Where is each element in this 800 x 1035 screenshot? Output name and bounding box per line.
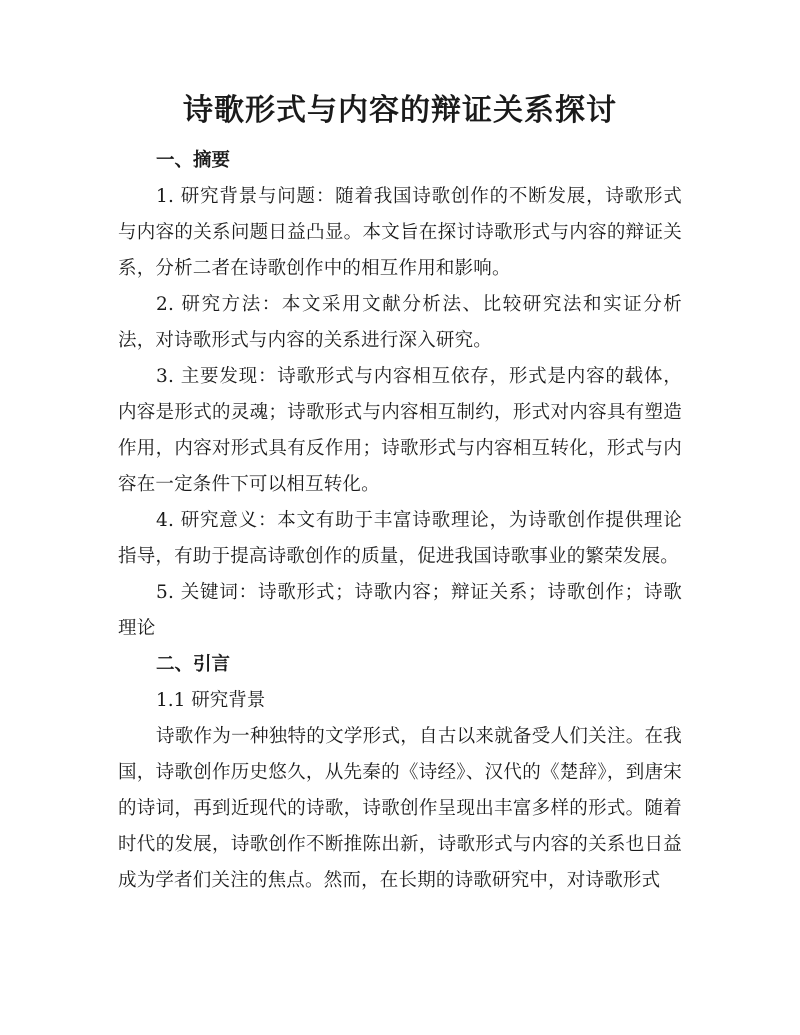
intro-subheading: 1.1 研究背景	[156, 690, 266, 711]
intro-heading: 二、引言	[156, 654, 231, 675]
abstract-item-background: 1. 研究背景与问题：随着我国诗歌创作的不断发展，诗歌形式与内容的关系问题日益凸显。本文旨在探讨诗歌形式与内容的辩证关系，分析二者在诗歌创作中的相互作用和影响。	[118, 186, 682, 279]
document-title: 诗歌形式与内容的辩证关系探讨	[183, 93, 617, 128]
abstract-item-method: 2. 研究方法：本文采用文献分析法、比较研究法和实证分析法，对诗歌形式与内容的关系进行深入研究。	[118, 294, 682, 351]
abstract-item-keywords: 5. 关键词：诗歌形式；诗歌内容；辩证关系；诗歌创作；诗歌理论	[118, 582, 682, 639]
document-body	[118, 143, 682, 899]
abstract-item-significance: 4. 研究意义：本文有助于丰富诗歌理论，为诗歌创作提供理论指导，有助于提高诗歌创作的质量，促进我国诗歌事业的繁荣发展。	[118, 510, 682, 567]
abstract-heading: 一、摘要	[156, 150, 231, 171]
intro-paragraph: 诗歌作为一种独特的文学形式，自古以来就备受人们关注。在我国，诗歌创作历史悠久，从先秦的《诗经》、汉代的《楚辞》，到唐宋的诗词，再到近现代的诗歌，诗歌创作呈现出丰富多样的形式。随着时代的发展，诗歌创作不断推陈出新，诗歌形式与内容的关系也日益成为学者们关注的焦点。然而，在长期的诗歌研究中，对诗歌形式	[118, 726, 682, 891]
abstract-item-findings: 3. 主要发现：诗歌形式与内容相互依存，形式是内容的载体，内容是形式的灵魂；诗歌形式与内容相互制约，形式对内容具有塑造作用，内容对形式具有反作用；诗歌形式与内容相互转化，形式与内容在一定条件下可以相互转化。	[118, 366, 682, 495]
